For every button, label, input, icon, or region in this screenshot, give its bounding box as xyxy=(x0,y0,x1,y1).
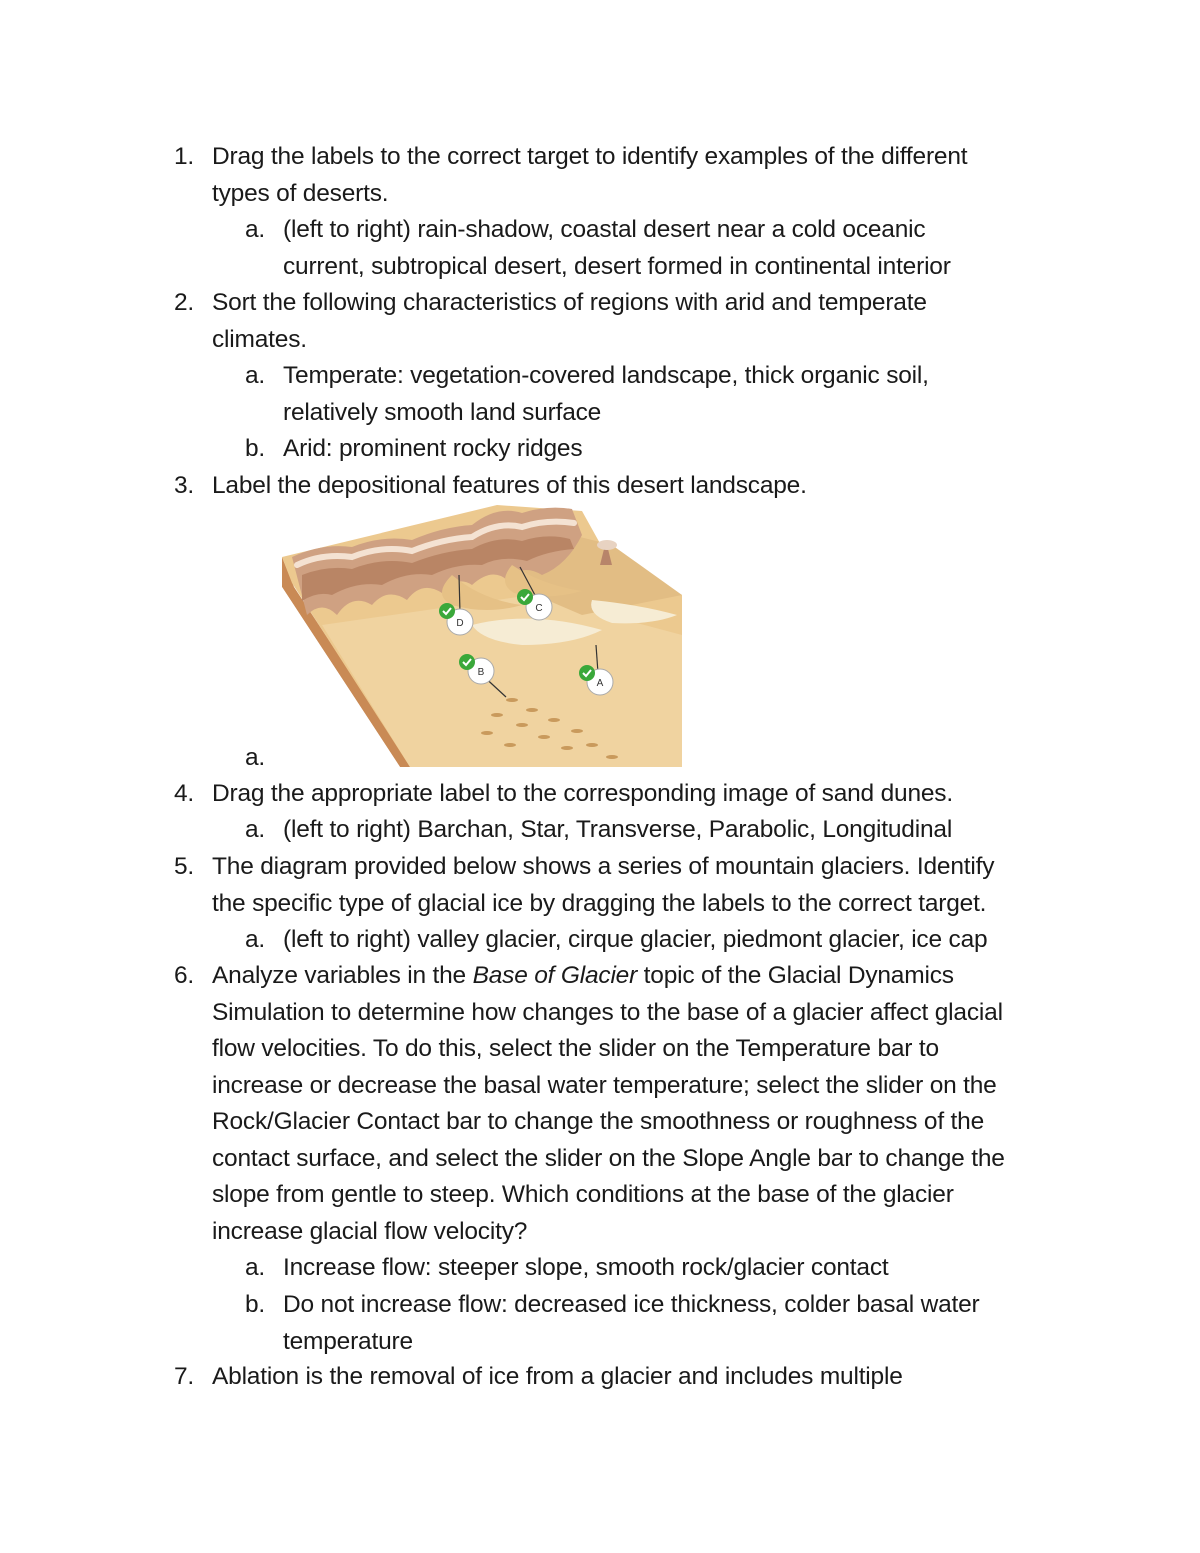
answer-line: current, subtropical desert, desert formed in continental interior xyxy=(283,252,951,280)
question-line: Simulation to determine how changes to the base of a glacier affect glacial xyxy=(212,998,1003,1026)
answer-line: (left to right) Barchan, Star, Transverse, Parabolic, Longitudinal xyxy=(283,816,953,843)
question-line: slope from gentle to steep. Which conditions at the base of the glacier xyxy=(212,1181,954,1208)
answer-line: Temperate: vegetation-covered landscape, thick organic soil, xyxy=(283,362,929,389)
question-line: flow velocities. To do this, select the slider on the Temperature bar to xyxy=(212,1035,939,1062)
question-number: 4. xyxy=(174,780,195,807)
answer-text xyxy=(283,922,1063,959)
check-icon xyxy=(439,603,455,619)
question-number: 6. xyxy=(174,962,195,989)
answer-text xyxy=(283,358,1063,431)
emphasis-topic: Base of Glacier xyxy=(472,962,638,989)
check-icon xyxy=(579,665,595,681)
answer-text xyxy=(283,1250,1063,1287)
question-line: Drag the labels to the correct target to identify examples of the different xyxy=(212,143,968,170)
question-line: the specific type of glacial ice by dragging the labels to the correct target. xyxy=(212,889,987,917)
question-number: 3. xyxy=(174,472,195,499)
question-line: Ablation is the removal of ice from a glacier and includes multiple xyxy=(212,1363,903,1390)
question-line: types of deserts. xyxy=(212,179,389,207)
question-text xyxy=(212,849,1072,922)
question-number: 2. xyxy=(174,289,195,316)
desert-landscape-illustration xyxy=(282,505,682,767)
answer-letter: b. xyxy=(245,1291,266,1318)
answer-line: (left to right) rain-shadow, coastal desert near a cold oceanic xyxy=(283,216,926,243)
label-c-text: C xyxy=(535,603,543,614)
desert-landscape-figure xyxy=(282,505,682,767)
answer-text xyxy=(283,212,1063,285)
answer-letter: a. xyxy=(245,744,266,771)
question-line: The diagram provided below shows a series of mountain glaciers. Identify xyxy=(212,853,995,880)
answer-letter: a. xyxy=(245,926,266,953)
answer-letter: a. xyxy=(245,1254,266,1281)
answer-text xyxy=(283,1287,1063,1360)
question-line: increase or decrease the basal water temperature; select the slider on the xyxy=(212,1071,997,1099)
check-icon xyxy=(459,654,475,670)
answer-text xyxy=(283,812,1063,849)
question-line: climates. xyxy=(212,325,307,353)
question-number: 5. xyxy=(174,853,195,880)
answer-text xyxy=(283,431,1063,468)
question-number: 7. xyxy=(174,1363,195,1390)
question-line: Analyze variables in the Base of Glacier topic of the Glacial Dynamics xyxy=(212,962,954,989)
question-text xyxy=(212,285,1072,358)
question-line: contact surface, and select the slider on the Slope Angle bar to change the xyxy=(212,1144,1005,1172)
answer-line: relatively smooth land surface xyxy=(283,398,602,426)
question-text xyxy=(212,468,1072,505)
label-b-text: B xyxy=(477,667,485,678)
question-line: Label the depositional features of this desert landscape. xyxy=(212,472,807,499)
label-d-text: D xyxy=(456,618,464,629)
question-text xyxy=(212,1359,1072,1396)
answer-line: Increase flow: steeper slope, smooth rock/glacier contact xyxy=(283,1254,889,1281)
answer-line: temperature xyxy=(283,1327,413,1355)
answer-line: Do not increase flow: decreased ice thickness, colder basal water xyxy=(283,1291,980,1318)
question-line: increase glacial flow velocity? xyxy=(212,1217,528,1245)
answer-line: (left to right) valley glacier, cirque glacier, piedmont glacier, ice cap xyxy=(283,926,988,953)
question-text xyxy=(212,776,1072,813)
label-a-text: A xyxy=(596,678,604,689)
question-number: 1. xyxy=(174,143,195,170)
question-line: Drag the appropriate label to the corresponding image of sand dunes. xyxy=(212,780,953,807)
answer-letter: b. xyxy=(245,435,266,462)
check-icon xyxy=(517,589,533,605)
question-text xyxy=(212,139,1072,212)
answer-letter: a. xyxy=(245,816,266,843)
answer-letter: a. xyxy=(245,216,266,243)
question-line: Rock/Glacier Contact bar to change the smoothness or roughness of the xyxy=(212,1108,984,1135)
question-line: Sort the following characteristics of regions with arid and temperate xyxy=(212,289,927,316)
answer-letter: a. xyxy=(245,362,266,389)
question-text xyxy=(212,958,1072,1250)
answer-line: Arid: prominent rocky ridges xyxy=(283,435,583,462)
